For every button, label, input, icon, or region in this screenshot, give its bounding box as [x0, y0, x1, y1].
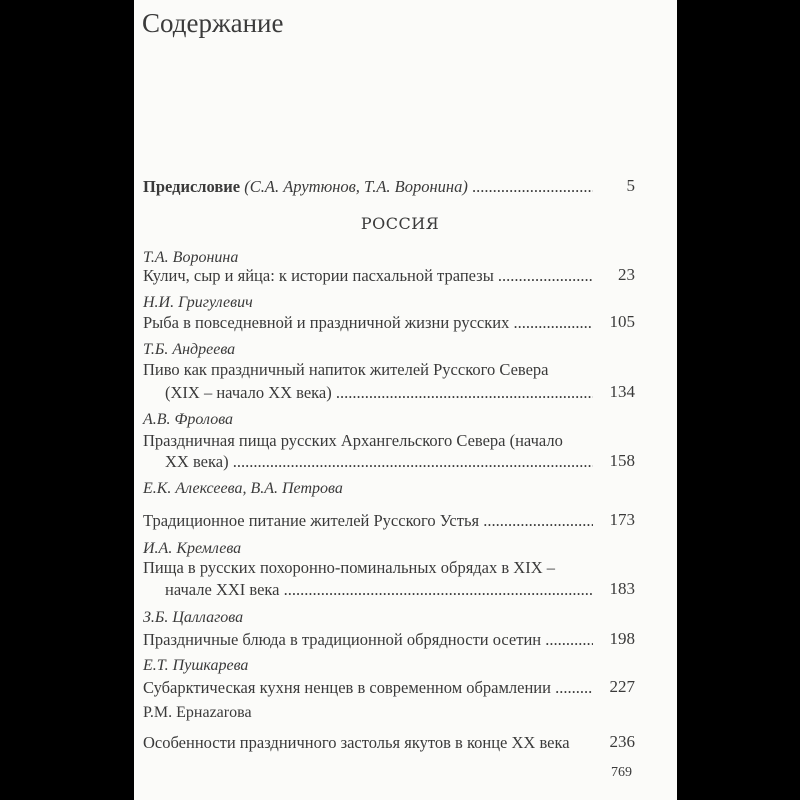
entry-title-text: XX века) — [165, 452, 229, 471]
entry-title-text: Особенности праздничного застолья якутов в конце XX века — [143, 733, 570, 752]
entry-page: 173 — [609, 510, 635, 529]
entry-author: Е.Т. Пушкарева — [143, 657, 249, 674]
entry-author: Е.К. Алексеева, В.А. Петрова — [143, 480, 343, 497]
entry-title-text: Субарктическая кухня ненцев в современном обрамлении — [143, 678, 551, 697]
entry-title-line — [143, 558, 593, 578]
entry-title-line — [143, 431, 593, 451]
entry-author: Н.И. Григулевич — [143, 294, 253, 311]
entry-title-text: начале XXI века — [165, 580, 280, 599]
entry-author: З.Б. Цаллагова — [143, 609, 244, 626]
entry-title-line — [143, 266, 593, 286]
entry-title-text: Рыба в повседневной и праздничной жизни русских — [143, 313, 510, 332]
preface-label: Предисловие — [143, 177, 241, 196]
entry-title-line — [143, 630, 593, 650]
entry-title-line — [143, 313, 593, 333]
entry-title-text: Праздничные блюда в традиционной обрядности осетин — [143, 630, 542, 649]
entry-title-line — [143, 360, 593, 380]
entry-title-text: Кулич, сыр и яйца: к истории пасхальной трапезы — [143, 266, 494, 285]
entry-title-line — [165, 580, 593, 600]
preface-authors: (С.А. Арутюнов, Т.А. Воронина) — [244, 177, 468, 196]
entry-author: Т.Б. Андреева — [143, 341, 236, 358]
page-number: 769 — [611, 765, 632, 780]
entry-author: Р.М. Ернazarова — [143, 704, 252, 721]
entry-title-text: (XIX – начало XX века) — [165, 383, 332, 402]
entry-author: И.А. Кремлева — [143, 540, 242, 557]
entry-title-line — [165, 383, 593, 403]
entry-page: 227 — [609, 677, 635, 696]
entry-title-line — [143, 678, 593, 698]
entry-page: 23 — [618, 265, 635, 284]
entry-page: 134 — [609, 382, 635, 401]
entry-author: А.В. Фролова — [143, 411, 234, 428]
entry-title-line — [165, 452, 593, 472]
entry-page: 158 — [609, 451, 635, 470]
entry-title-text: Пиво как праздничный напиток жителей Русского Севера — [143, 360, 549, 379]
entry-title-text: Пища в русских похоронно-поминальных обрядах в XIX – — [143, 558, 555, 577]
entry-author: Т.А. Воронина — [143, 249, 239, 266]
entry-page: 105 — [609, 312, 635, 331]
preface-page: 5 — [626, 176, 635, 195]
entry-page: 236 — [609, 732, 635, 751]
entry-title-line — [143, 511, 593, 531]
toc-entry-preface — [143, 177, 593, 197]
page-title: Содержание — [142, 8, 284, 38]
entry-page: 183 — [609, 579, 635, 598]
entry-title-text: Праздничная пища русских Архангельского Севера (начало — [143, 431, 563, 450]
entry-page: 198 — [609, 629, 635, 648]
entry-title-line — [143, 733, 593, 753]
section-heading: РОССИЯ — [360, 214, 440, 233]
entry-title-text: Традиционное питание жителей Русского Устья — [143, 511, 480, 530]
